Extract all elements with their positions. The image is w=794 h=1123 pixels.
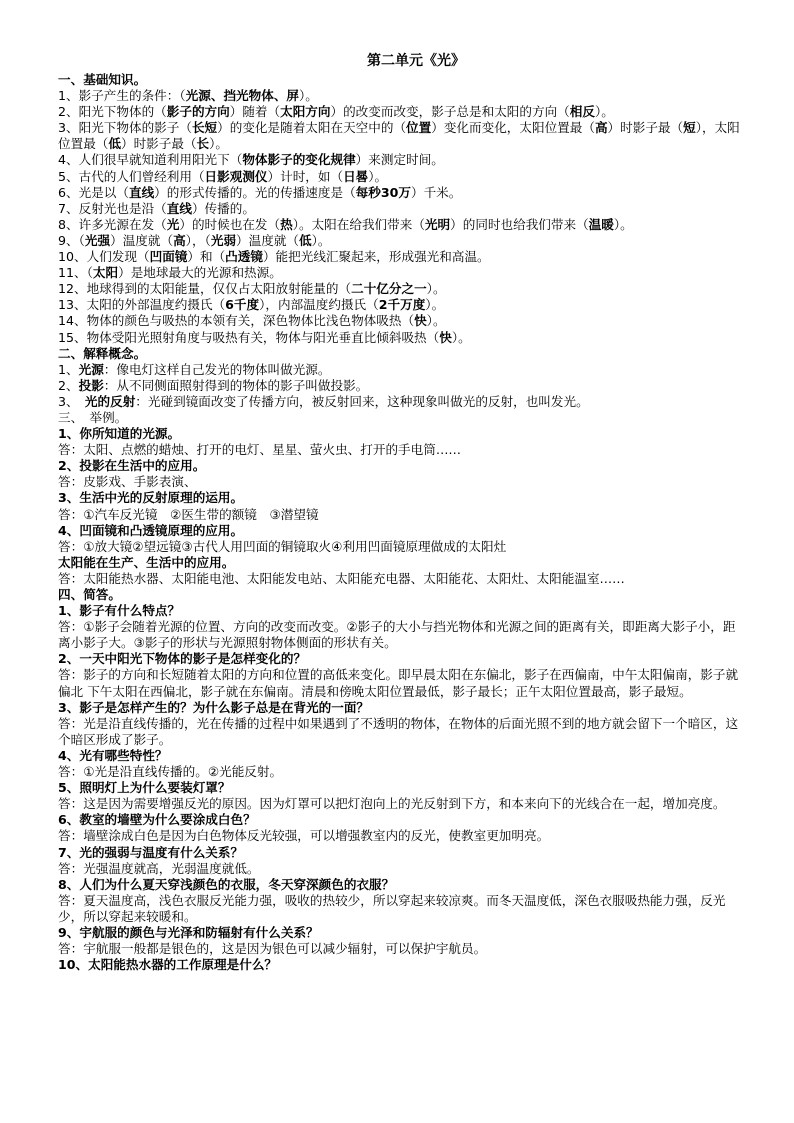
line-text: ）。	[368, 168, 388, 184]
answer-text: 低	[299, 232, 312, 248]
knowledge-item	[58, 169, 740, 185]
answer-text: 太阳方向	[280, 104, 331, 120]
knowledge-item	[58, 201, 740, 217]
answer: 答：光是沿直线传播的，光在传播的过程中如果遇到了不透明的物体，在物体的后面光照不到的地方就会留下一个暗区，这个暗区形成了影子。	[58, 715, 739, 747]
answer-text: 高	[173, 232, 186, 248]
knowledge-item	[58, 297, 740, 313]
answer-text: 高	[594, 120, 608, 136]
answer: 答：太阳、点燃的蜡烛、打开的电灯、星星、萤火虫、打开的手电筒……	[58, 442, 461, 458]
document-content	[58, 72, 740, 973]
line-text: ）变化而变化，太阳位置最（	[431, 120, 595, 136]
question: 4、光有哪些特性？	[58, 747, 168, 763]
question: 10、太阳能热水器的工作原理是什么？	[58, 957, 278, 973]
answer-text: 6千度	[225, 297, 260, 313]
line-text: ）。	[425, 297, 445, 313]
question: 2、投影在生活中的应用。	[58, 458, 206, 474]
answer-text: 光弱	[210, 232, 237, 248]
question: 太阳能在生产、生活中的应用。	[58, 554, 235, 570]
concept-item	[58, 394, 740, 410]
answer-text: 长	[196, 136, 210, 152]
line-text: ：光碰到镜面改变了传播方向，被反射回来，这种现象叫做光的反射，也叫发光。	[135, 393, 589, 409]
answer-text: 每秒30万	[355, 184, 411, 200]
line-text: 3、	[58, 393, 85, 409]
answer-text: 短	[683, 120, 696, 136]
answer: 答：墙壁涂成白色是因为白色物体反光较强，可以增强教室内的反光，使教室更加明亮。	[58, 828, 550, 844]
answer: 答：这是因为需要增强反光的原因。因为灯罩可以把灯泡向上的光反射到下方，和本来向下的光线合在一起，增加亮度。	[58, 796, 726, 812]
answer: 答：①放大镜②望远镜③古代人用凹面的铜镜取火④利用凹面镜原理做成的太阳灶	[58, 538, 507, 554]
document-page	[58, 50, 740, 973]
question: 6、教室的墙壁为什么要涂成白色？	[58, 812, 256, 828]
line-text: ）是地球最大的光源和热源。	[118, 265, 282, 281]
answer-text: 影子的方向	[166, 104, 230, 120]
line-text: 10、人们发现（	[58, 249, 150, 265]
knowledge-item	[58, 265, 740, 281]
answer-text: 快	[414, 313, 427, 329]
line-text: ）。	[613, 216, 633, 232]
line-text: 15、物体受阳光照射角度与吸热有关，物体与阳光垂直比倾斜吸热（	[58, 329, 440, 345]
line-text: ）的改变而改变，影子总是和太阳的方向（	[330, 104, 570, 120]
answer-text: 温暖	[588, 216, 614, 232]
knowledge-item	[58, 281, 740, 297]
line-text: 4、人们很早就知道利用阳光下（	[58, 152, 243, 168]
line-text: 1、	[58, 361, 79, 377]
answer-text: 光源	[78, 361, 104, 377]
knowledge-item	[58, 120, 740, 152]
line-text: ）来测定时间。	[355, 152, 444, 168]
line-text: ：从不同侧面照射得到的物体的影子叫做投影。	[103, 377, 369, 393]
answer-text: 日晷	[343, 168, 369, 184]
line-text: 7、反射光也是沿（	[58, 200, 167, 216]
line-text: ），（	[185, 232, 211, 248]
line-text: 5、古代的人们曾经利用（	[58, 168, 205, 184]
knowledge-item	[58, 249, 740, 265]
answer-text: 光源、挡光物体、屏	[185, 88, 299, 104]
concept-item	[58, 362, 740, 378]
line-text: ）和（	[187, 249, 226, 265]
line-text: 8、许多光源在发（	[58, 216, 167, 232]
line-text: ：像电灯这样自己发光的物体叫做光源。	[103, 361, 331, 377]
line-text: 14、物体的颜色与吸热的本领有关，深色物体比浅色物体吸热（	[58, 313, 415, 329]
answer: 答：太阳能热水器、太阳能电池、太阳能发电站、太阳能充电器、太阳能花、太阳灶、太阳能温室……	[58, 570, 625, 586]
answer: 答：宇航服一般都是银色的，这是因为银色可以减少辐射，可以保护宇航员。	[58, 941, 487, 957]
line-text: ），内部温度约摄氏（	[259, 297, 379, 313]
answer: 答：①光是沿直线传播的。②光能反射。	[58, 764, 283, 780]
question: 1、影子有什么特点？	[58, 603, 181, 619]
section-heading: 三、 举例。	[58, 409, 128, 425]
answer-text: 直线	[128, 184, 155, 200]
line-text: ）千米。	[410, 184, 462, 200]
line-text: 12、地球得到的太阳能量，仅仅占太阳放射能量的（	[58, 281, 352, 297]
line-text: ），太阳位置最（	[58, 120, 740, 152]
line-text: ）的变化是随着太阳在天空中的（	[217, 120, 407, 136]
answer-text: 凸透镜	[225, 249, 263, 265]
knowledge-item	[58, 88, 740, 104]
line-text: ）能把光线汇聚起来，形成强光和高温。	[262, 249, 490, 265]
answer-text: 光的反射	[84, 393, 136, 409]
answer-text: 物体影子的变化规律	[242, 152, 356, 168]
line-text: 3、阳光下物体的影子（	[58, 120, 192, 136]
knowledge-item	[58, 217, 740, 233]
question: 7、光的强弱与温度有什么关系？	[58, 844, 244, 860]
line-text: ）。	[426, 281, 446, 297]
knowledge-item	[58, 330, 740, 346]
question: 5、照明灯上为什么要装灯罩？	[58, 780, 231, 796]
knowledge-item	[58, 104, 740, 120]
question: 3、影子是怎样产生的？为什么影子总是在背光的一面？	[58, 699, 370, 715]
line-text: 2、阳光下物体的（	[58, 104, 167, 120]
answer-text: 投影	[78, 377, 104, 393]
question: 4、凹面镜和凸透镜原理的应用。	[58, 522, 244, 538]
answer-text: 快	[439, 329, 452, 345]
line-text: ）的形式传播的。光的传播速度是（	[154, 184, 356, 200]
page-title: 第二单元《光》	[367, 53, 465, 69]
line-text: ）。	[594, 104, 614, 120]
answer: 答：光强温度就高，光弱温度就低。	[58, 860, 260, 876]
knowledge-item	[58, 233, 740, 249]
line-text: ）。	[299, 88, 318, 104]
section-heading: 二、解释概念。	[58, 345, 147, 361]
answer-text: 2千万度	[378, 297, 426, 313]
line-text: ）计时，如（	[267, 168, 344, 184]
answer: 答：①影子会随着光源的位置、方向的改变而改变。②影子的大小与挡光物体和光源之间的距离有关，即距离大影子小，距离小影子大。③影子的形状与光源照射物体侧面的形状有关。	[58, 619, 736, 651]
line-text: ）随着（	[229, 104, 281, 120]
line-text: 1、影子产生的条件：（	[58, 88, 186, 104]
section-heading: 一、基础知识。	[58, 72, 147, 87]
answer-text: 日影观测仪	[204, 168, 268, 184]
question: 1、你所知道的光源。	[58, 426, 181, 442]
answer-text: 位置	[406, 120, 432, 136]
line-text: ）时影子最（	[120, 136, 197, 152]
answer-text: 光强	[84, 232, 111, 248]
question: 9、宇航服的颜色与光泽和防辐射有什么关系？	[58, 924, 319, 940]
answer-text: 长短	[191, 120, 218, 136]
answer-text: 直线	[166, 200, 192, 216]
line-text: ）。	[451, 329, 471, 345]
line-text: ）。	[209, 136, 229, 152]
answer-text: 光明	[424, 216, 451, 232]
knowledge-item	[58, 313, 740, 329]
line-text: 6、光是以（	[58, 184, 129, 200]
line-text: ）的时候也在发（	[179, 216, 281, 232]
answer-text: 低	[108, 136, 121, 152]
answer: 答：①汽车反光镜 ②医生带的额镜 ③潜望镜	[58, 506, 319, 522]
line-text: ）温度就（	[236, 232, 299, 248]
line-text: 13、太阳的外部温度约摄氏（	[58, 297, 226, 313]
concept-item	[58, 378, 740, 394]
line-text: ）温度就（	[110, 232, 174, 248]
line-text: 11、（	[58, 265, 93, 281]
answer-text: 太阳	[92, 265, 119, 281]
line-text: ）。太阳在给我们带来（	[292, 216, 425, 232]
answer-text: 二十亿分之一	[351, 281, 427, 297]
answer-text: 相反	[569, 104, 595, 120]
answer: 答：皮影戏、手影表演、	[58, 474, 197, 490]
line-text: ）。	[426, 313, 446, 329]
line-text: 2、	[58, 377, 79, 393]
answer-text: 光	[166, 216, 180, 232]
line-text: ）。	[311, 232, 331, 248]
line-text: ）传播的。	[191, 200, 255, 216]
line-text: ）的同时也给我们带来（	[450, 216, 589, 232]
answer-text: 凹面镜	[149, 249, 188, 265]
knowledge-item	[58, 185, 740, 201]
line-text: 9、（	[58, 232, 85, 248]
question: 8、人们为什么夏天穿浅颜色的衣服，冬天穿深颜色的衣服？	[58, 876, 395, 892]
knowledge-item	[58, 152, 740, 168]
answer: 答：夏天温度高，浅色衣服反光能力强，吸收的热较少，所以穿起来较凉爽。而冬天温度低，深色衣服吸热能力强，反光少，所以穿起来较暖和。	[58, 892, 726, 924]
line-text: ）时影子最（	[607, 120, 684, 136]
answer: 答：影子的方向和长短随着太阳的方向和位置的高低来变化。即早晨太阳在东偏北，影子在西偏南，中午太阳偏南，影子就偏北 下午太阳在西偏北，影子就在东偏南。清晨和傍晚太阳位置最低，影子最长；正午太阳位置最高，影子最短。	[58, 667, 739, 699]
question: 3、生活中光的反射原理的运用。	[58, 490, 244, 506]
section-heading: 四、简答。	[58, 587, 121, 602]
question: 2、一天中阳光下物体的影子是怎样变化的？	[58, 651, 307, 667]
answer-text: 热	[280, 216, 293, 232]
